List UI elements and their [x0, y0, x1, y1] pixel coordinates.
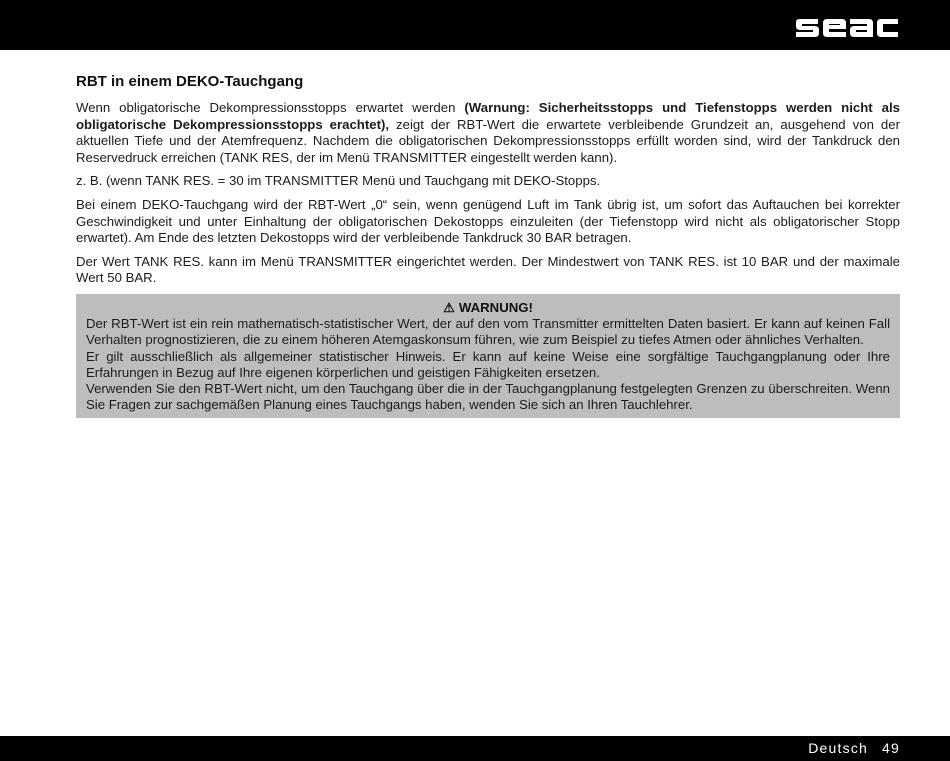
header-bar [0, 0, 950, 50]
footer-language: Deutsch [808, 740, 869, 756]
main-content [76, 72, 900, 418]
paragraph-tank-res-range: Der Wert TANK RES. kann im Menü TRANSMITTER eingerichtet werden. Der Mindestwert von TANK RES. ist 10 BAR und der maximale Wert 50 BAR. [76, 253, 900, 286]
warning-title [86, 299, 890, 316]
paragraph-warning-note: (Warnung: Sicherheitsstopps und Tiefenstopps werden nicht als obligatorische Dekompressionsstopps erachtet), [76, 100, 900, 132]
warning-paragraph: Er gilt ausschließlich als allgemeiner statistischer Hinweis. Er kann auf keine Weise eine sorgfältige Tauchgangplanung oder Ihre Erfahrungen in Bezug auf Ihre eigenen körperlichen und geistigen Fähigkeiten ersetzen. [86, 348, 890, 380]
paragraph-text: zeigt der RBT-Wert die erwartete verbleibende Grundzeit an, ausgehend von der aktuellen Tiefe und der Atemfrequenz. Nachdem die obligatorischen Dekompressionsstopps erfüllt worden sind, wird der Tankdruck den Reservedruck erreichen (TANK RES, der im Menü TRANSMITTER eingestellt werden kann). [76, 116, 900, 165]
warning-box [76, 294, 900, 418]
paragraph-rbt-deko-intro [76, 100, 900, 166]
paragraph-rbt-zero: Bei einem DEKO-Tauchgang wird der RBT-Wert „0“ sein, wenn genügend Luft im Tank übrig ist, um sofort das Auftauchen bei korrekter Geschwindigkeit und unter Einhaltung der obligatorischen Dekostopps einzuleiten (der Tiefenstopp wird nicht als obligatorischer Stopp erwartet). Am Ende des letzten Dekostopps wird der verbleibende Tankdruck 30 BAR betragen. [76, 196, 900, 246]
paragraph-text: Wenn obligatorische Dekompressionsstopps erwartet werden [76, 100, 465, 115]
footer-bar [0, 736, 950, 761]
section-title: RBT in einem DEKO-Tauchgang [76, 73, 304, 90]
warning-paragraph: Verwenden Sie den RBT-Wert nicht, um den Tauchgang über die in der Tauchgangplanung festgelegten Grenzen zu überschreiten. Wenn Sie Fragen zur sachgemäßen Planung eines Tauchgangs haben, wenden Sie sich an Ihren Tauchlehrer. [86, 381, 890, 413]
seac-logo [794, 13, 900, 40]
warning-paragraph: Der RBT-Wert ist ein rein mathematisch-statistischer Wert, der auf den vom Transmitter ermittelten Daten basiert. Er kann auf keinen Fall Verhalten prognostizieren, die zu einem höheren Atemgaskonsum führen, wie zum Beispiel zu tiefes Atmen oder ähnliches Verhalten. [86, 315, 890, 348]
footer-info [808, 739, 900, 757]
page-number: 49 [882, 740, 900, 756]
warning-title-text: WARNUNG! [458, 299, 533, 315]
warning-triangle-icon: ⚠ [443, 299, 455, 315]
paragraph-example: z. B. (wenn TANK RES. = 30 im TRANSMITTER Menü und Tauchgang mit DEKO-Stopps. [76, 173, 601, 189]
